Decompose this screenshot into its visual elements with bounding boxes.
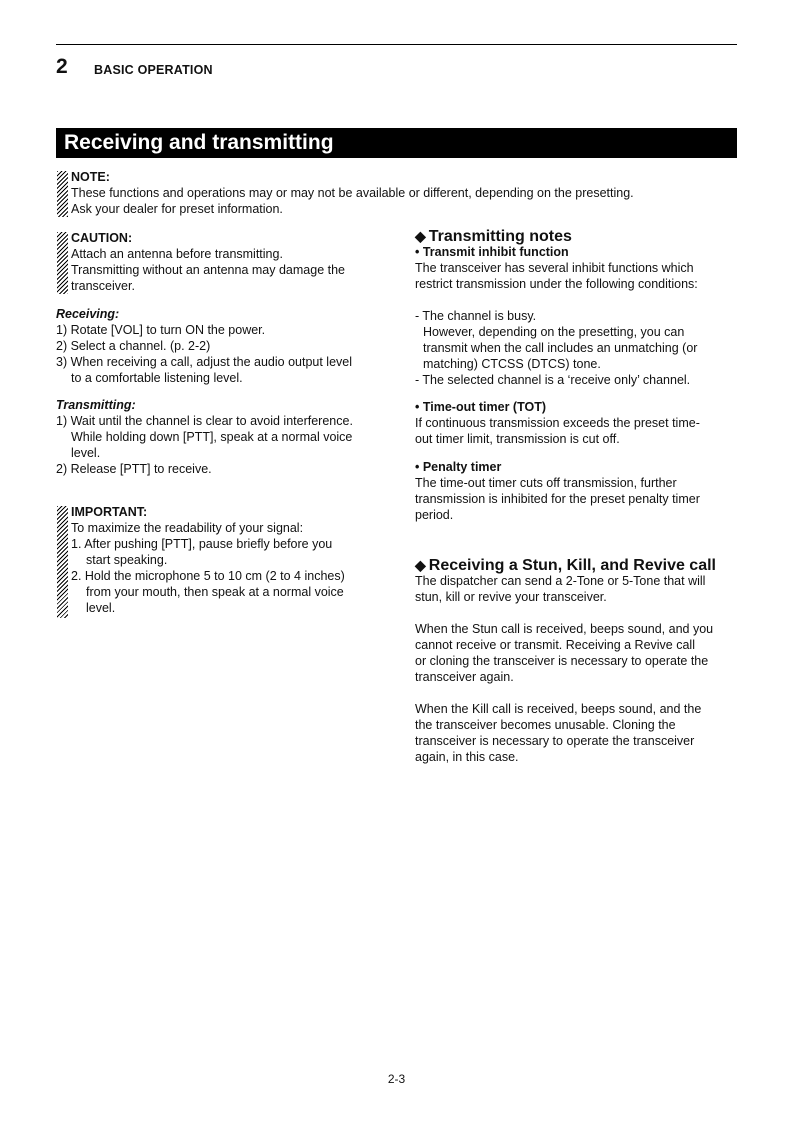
diamond-icon: ◆ — [415, 557, 426, 573]
important-line: 2. Hold the microphone 5 to 10 cm (2 to 4 inches) — [71, 569, 345, 583]
penalty-line: transmission is inhibited for the preset penalty timer — [415, 492, 700, 506]
important-block — [71, 504, 345, 616]
important-line-cont: level. — [86, 601, 116, 615]
penalty-line: The time-out timer cuts off transmission, further — [415, 476, 677, 490]
penalty-title: • Penalty timer — [415, 460, 502, 474]
inhibit-intro: The transceiver has several inhibit functions which — [415, 261, 694, 275]
inhibit-item: - The selected channel is a ‘receive only’ channel. — [415, 373, 691, 387]
transmitting-step: 2) Release [PTT] to receive. — [56, 462, 212, 476]
section-title: Receiving and transmitting — [56, 128, 737, 158]
note-line: Ask your dealer for preset information. — [71, 202, 283, 216]
stun-kill-line: stun, kill or revive your transceiver. — [415, 590, 607, 604]
receiving-step-cont: to a comfortable listening level. — [71, 371, 243, 385]
caution-line: Transmitting without an antenna may damage the — [71, 263, 345, 277]
important-title: IMPORTANT: — [71, 505, 148, 519]
stun-kill-line: When the Kill call is received, beeps sound, and the — [415, 702, 702, 716]
caution-line: Attach an antenna before transmitting. — [71, 247, 283, 261]
penalty-line: period. — [415, 508, 454, 522]
caution-hatch-icon — [57, 232, 68, 294]
transmitting-notes-heading-text: Transmitting notes — [428, 228, 572, 245]
note-block — [71, 169, 634, 217]
page-number: 2-3 — [387, 1072, 406, 1086]
stun-kill-heading-text: Receiving a Stun, Kill, and Revive call — [428, 557, 716, 574]
receiving-block — [56, 306, 352, 386]
inhibit-intro: restrict transmission under the following conditions: — [415, 277, 698, 291]
chapter-title: BASIC OPERATION — [94, 63, 213, 77]
important-line-cont: from your mouth, then speak at a normal voice — [86, 585, 344, 599]
inhibit-block — [415, 244, 698, 292]
receiving-step: 2) Select a channel. (p. 2-2) — [56, 339, 211, 353]
tot-title: • Time-out timer (TOT) — [415, 400, 546, 414]
caution-block — [71, 230, 345, 294]
stun-kill-line: transceiver is necessary to operate the transceiver — [415, 734, 695, 748]
stun-kill-line: or cloning the transceiver is necessary to operate the — [415, 654, 709, 668]
inhibit-items — [415, 308, 697, 388]
tot-line: out timer limit, transmission is cut off. — [415, 432, 620, 446]
stun-kill-line: The dispatcher can send a 2-Tone or 5-Tone that will — [415, 574, 706, 588]
transmitting-block — [56, 397, 353, 477]
inhibit-item: - The channel is busy. — [415, 309, 537, 323]
stun-kill-p3 — [415, 701, 701, 765]
caution-title: CAUTION: — [71, 231, 133, 245]
inhibit-title: • Transmit inhibit function — [415, 245, 569, 259]
transmitting-step-cont: While holding down [PTT], speak at a normal voice — [71, 430, 353, 444]
note-hatch-icon — [57, 171, 68, 217]
important-line-cont: start speaking. — [86, 553, 168, 567]
chapter-number: 2 — [56, 55, 68, 78]
stun-kill-line: the transceiver becomes unusable. Cloning the — [415, 718, 676, 732]
stun-kill-line: again, in this case. — [415, 750, 519, 764]
tot-block — [415, 399, 700, 447]
stun-kill-p1 — [415, 573, 705, 605]
important-hatch-icon — [57, 506, 68, 618]
stun-kill-line: transceiver again. — [415, 670, 514, 684]
important-line: To maximize the readability of your signal: — [71, 521, 304, 535]
stun-kill-line: cannot receive or transmit. Receiving a Revive call — [415, 638, 695, 652]
transmitting-step: 1) Wait until the channel is clear to avoid interference. — [56, 414, 353, 428]
tot-line: If continuous transmission exceeds the preset time- — [415, 416, 700, 430]
caution-line: transceiver. — [71, 279, 135, 293]
receiving-title: Receiving: — [56, 307, 120, 321]
diamond-icon: ◆ — [415, 228, 426, 244]
inhibit-item-cont: However, depending on the presetting, you can — [423, 325, 685, 339]
note-line: These functions and operations may or may not be available or different, depending on the presetting. — [71, 186, 634, 200]
note-title: NOTE: — [71, 170, 110, 184]
stun-kill-p2 — [415, 621, 713, 685]
inhibit-item-cont: matching) CTCSS (DTCS) tone. — [423, 357, 601, 371]
important-line: 1. After pushing [PTT], pause briefly before you — [71, 537, 333, 551]
transmitting-step-cont: level. — [71, 446, 101, 460]
receiving-step: 3) When receiving a call, adjust the audio output level — [56, 355, 353, 369]
penalty-block — [415, 459, 700, 523]
header-rule — [56, 44, 737, 45]
inhibit-item-cont: transmit when the call includes an unmatching (or — [423, 341, 698, 355]
stun-kill-line: When the Stun call is received, beeps sound, and you — [415, 622, 714, 636]
transmitting-title: Transmitting: — [56, 398, 136, 412]
receiving-step: 1) Rotate [VOL] to turn ON the power. — [56, 323, 266, 337]
